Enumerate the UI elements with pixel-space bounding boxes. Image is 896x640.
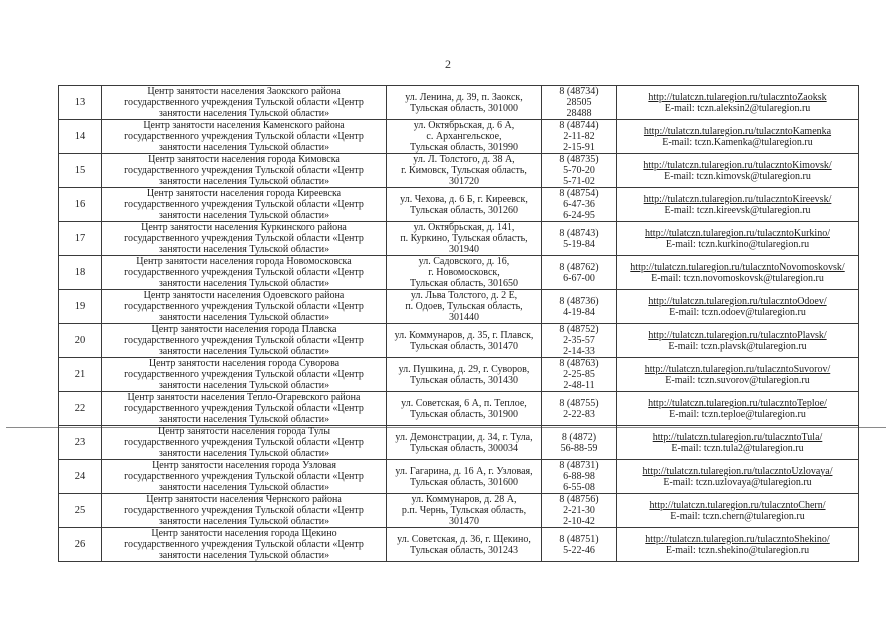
organization-name-line: государственного учреждения Тульской области «Центр xyxy=(124,539,364,550)
website-cell xyxy=(617,392,859,426)
website-cell xyxy=(617,324,859,358)
organization-name-line: Центр занятости населения города Тулы xyxy=(158,426,330,437)
table-row xyxy=(59,222,859,256)
row-number: 17 xyxy=(74,233,86,244)
organization-name-line: Центр занятости населения города Кимовска xyxy=(148,154,340,165)
phone-cell xyxy=(542,324,617,358)
organization-name-line: государственного учреждения Тульской области «Центр xyxy=(124,233,364,244)
website-cell xyxy=(617,188,859,222)
row-number: 18 xyxy=(74,267,86,278)
address-line: ул. Льва Толстого, д. 2 Е, xyxy=(410,290,518,301)
phone-line: 6-88-98 xyxy=(563,471,595,482)
row-number: 20 xyxy=(74,335,86,346)
phone-cell xyxy=(542,188,617,222)
address-line: 301470 xyxy=(449,516,479,527)
address-line: ул. Демонстрации, д. 34, г. Тула, xyxy=(395,431,533,443)
phone-line: 6-55-08 xyxy=(563,482,595,493)
email-line[interactable]: E-mail: tczn.teploe@tularegion.ru xyxy=(669,408,806,420)
address-cell xyxy=(387,222,542,256)
organization-name-line: Центр занятости населения Каменского района xyxy=(143,120,345,131)
row-number-cell xyxy=(59,290,102,324)
phone-line: 5-22-46 xyxy=(563,544,595,556)
phone-line: 2-10-42 xyxy=(563,516,595,527)
phone-line: 8 (48736) xyxy=(559,295,599,307)
row-number-cell xyxy=(59,120,102,154)
address-line: ул. Советская, 6 А, п. Теплое, xyxy=(401,397,527,409)
phone-cell xyxy=(542,358,617,392)
table-row xyxy=(59,120,859,154)
website-link[interactable]: http://tulatczn.tularegion.ru/tulaczntoKireevsk/ xyxy=(643,193,832,205)
website-link[interactable]: http://tulatczn.tularegion.ru/tulaczntoOdoev/ xyxy=(648,295,827,307)
website-cell xyxy=(617,86,859,120)
row-number: 19 xyxy=(74,301,86,312)
phone-line: 2-25-85 xyxy=(563,369,595,380)
organization-name-cell xyxy=(102,358,387,392)
organization-name-line: Центр занятости населения Чернского района xyxy=(146,494,342,505)
organization-name-line: Центр занятости населения Тепло-Огаревского района xyxy=(127,392,361,403)
address-cell xyxy=(387,494,542,528)
address-line: ул. Пушкина, д. 29, г. Суворов, xyxy=(398,363,530,375)
phone-line: 8 (48762) xyxy=(559,261,599,273)
organization-name-line: государственного учреждения Тульской области «Центр xyxy=(124,403,364,414)
organization-name-line: государственного учреждения Тульской области «Центр xyxy=(124,131,364,142)
organization-name-line: Центр занятости населения Куркинского района xyxy=(141,222,347,233)
table-row xyxy=(59,460,859,494)
phone-cell xyxy=(542,426,617,460)
website-cell xyxy=(617,528,859,562)
address-line: ул. Садовского, д. 16, xyxy=(418,256,510,267)
address-line: п. Куркино, Тульская область, xyxy=(400,233,528,244)
phone-line: 8 (48734) xyxy=(559,86,599,97)
website-link[interactable]: http://tulatczn.tularegion.ru/tulaczntoShekino/ xyxy=(645,533,830,545)
phone-line: 5-71-02 xyxy=(563,176,595,187)
row-number: 21 xyxy=(74,369,86,380)
row-number-cell xyxy=(59,392,102,426)
website-link[interactable]: http://tulatczn.tularegion.ru/tulaczntoKurkino/ xyxy=(645,227,830,239)
email-line[interactable]: E-mail: tczn.uzlovaya@tularegion.ru xyxy=(663,476,812,488)
phone-cell xyxy=(542,86,617,120)
organization-name-line: Центр занятости населения города Киреевска xyxy=(146,188,342,199)
website-cell xyxy=(617,120,859,154)
email-line[interactable]: E-mail: tczn.kimovsk@tularegion.ru xyxy=(664,170,811,182)
address-line: ул. Чехова, д. 6 Б, г. Киреевск, xyxy=(400,193,528,205)
website-link[interactable]: http://tulatczn.tularegion.ru/tulaczntoUzlovaya/ xyxy=(642,465,833,477)
phone-line: 56-88-59 xyxy=(560,442,598,454)
organization-name-line: занятости населения Тульской области» xyxy=(158,278,330,289)
organization-name-cell xyxy=(102,324,387,358)
phone-cell xyxy=(542,222,617,256)
row-number-cell xyxy=(59,154,102,188)
address-line: п. Одоев, Тульская область, xyxy=(405,301,523,312)
phone-line: 2-48-11 xyxy=(563,380,595,391)
website-link[interactable]: http://tulatczn.tularegion.ru/tulaczntoTula/ xyxy=(652,431,823,443)
phone-line: 8 (48751) xyxy=(559,533,599,545)
phone-line: 8 (48755) xyxy=(559,397,599,409)
email-line[interactable]: E-mail: tczn.odoev@tularegion.ru xyxy=(669,306,806,318)
website-link[interactable]: http://tulatczn.tularegion.ru/tulaczntoTeploe/ xyxy=(648,397,827,409)
phone-line: 8 (48731) xyxy=(559,460,599,471)
phone-line: 8 (48763) xyxy=(559,358,599,369)
phone-line: 28505 xyxy=(566,97,592,108)
phone-cell xyxy=(542,256,617,290)
organization-name-cell xyxy=(102,188,387,222)
address-cell xyxy=(387,324,542,358)
table-row xyxy=(59,358,859,392)
address-line: Тульская область, 301000 xyxy=(409,102,519,114)
table-row xyxy=(59,256,859,290)
address-cell xyxy=(387,154,542,188)
row-number: 24 xyxy=(74,471,86,482)
organization-name-line: Центр занятости населения города Новомосковска xyxy=(136,256,352,267)
address-line: с. Архангельское, xyxy=(426,131,502,142)
address-line: Тульская область, 301900 xyxy=(409,408,519,420)
row-number: 16 xyxy=(74,199,86,210)
address-cell xyxy=(387,358,542,392)
phone-cell xyxy=(542,290,617,324)
website-cell xyxy=(617,460,859,494)
organization-name-line: занятости населения Тульской области» xyxy=(158,414,330,425)
email-line[interactable]: E-mail: tczn.plavsk@tularegion.ru xyxy=(668,340,807,352)
phone-line: 8 (48756) xyxy=(559,494,599,505)
organization-name-line: занятости населения Тульской области» xyxy=(158,448,330,459)
address-line: Тульская область, 301650 xyxy=(409,278,519,289)
row-number-cell xyxy=(59,324,102,358)
table-row xyxy=(59,324,859,358)
organization-name-line: занятости населения Тульской области» xyxy=(158,482,330,493)
address-cell xyxy=(387,256,542,290)
address-line: Тульская область, 300034 xyxy=(409,442,519,454)
row-number-cell xyxy=(59,86,102,120)
phone-line: 28488 xyxy=(566,108,592,119)
organization-name-line: государственного учреждения Тульской области «Центр xyxy=(124,369,364,380)
table-row xyxy=(59,528,859,562)
row-number: 26 xyxy=(74,539,86,550)
phone-line: 8 (48743) xyxy=(559,227,599,239)
organization-name-line: государственного учреждения Тульской области «Центр xyxy=(124,335,364,346)
address-cell xyxy=(387,426,542,460)
website-cell xyxy=(617,154,859,188)
website-link[interactable]: http://tulatczn.tularegion.ru/tulaczntoPlavsk/ xyxy=(648,329,827,341)
table-row xyxy=(59,494,859,528)
row-number: 14 xyxy=(74,131,86,142)
website-link[interactable]: http://tulatczn.tularegion.ru/tulaczntoNovomoskovsk/ xyxy=(630,261,845,273)
address-line: ул. Коммунаров, д. 35, г. Плавск, xyxy=(394,329,534,341)
website-cell xyxy=(617,426,859,460)
organization-name-line: занятости населения Тульской области» xyxy=(158,210,330,221)
email-line[interactable]: E-mail: tczn.suvorov@tularegion.ru xyxy=(665,374,810,386)
organization-name-line: государственного учреждения Тульской области «Центр xyxy=(124,301,364,312)
phone-cell xyxy=(542,460,617,494)
organization-name-line: Центр занятости населения Заокского района xyxy=(147,86,341,97)
phone-line: 8 (4872) xyxy=(561,431,597,443)
organization-name-cell xyxy=(102,392,387,426)
organization-name-line: занятости населения Тульской области» xyxy=(158,244,330,255)
phone-cell xyxy=(542,120,617,154)
row-number: 23 xyxy=(74,437,86,448)
organization-name-cell xyxy=(102,528,387,562)
phone-line: 8 (48752) xyxy=(559,324,599,335)
row-number-cell xyxy=(59,222,102,256)
website-cell xyxy=(617,290,859,324)
row-number: 13 xyxy=(74,97,86,108)
table-row xyxy=(59,154,859,188)
email-line[interactable]: E-mail: tczn.tula2@tularegion.ru xyxy=(671,442,804,454)
address-line: Тульская область, 301990 xyxy=(409,142,519,153)
address-line: Тульская область, 301470 xyxy=(409,340,519,352)
table-row xyxy=(59,426,859,460)
address-line: 301440 xyxy=(449,312,479,323)
address-line: ул. Октябрьская, д. 141, xyxy=(413,222,515,233)
organization-name-line: занятости населения Тульской области» xyxy=(158,380,330,391)
organization-name-line: занятости населения Тульской области» xyxy=(158,550,330,561)
organization-name-line: занятости населения Тульской области» xyxy=(158,312,330,323)
organization-name-cell xyxy=(102,86,387,120)
row-number: 15 xyxy=(74,165,86,176)
organization-name-line: занятости населения Тульской области» xyxy=(158,516,330,527)
row-number-cell xyxy=(59,188,102,222)
row-number-cell xyxy=(59,256,102,290)
phone-line: 5-70-20 xyxy=(563,165,595,176)
organization-name-line: государственного учреждения Тульской области «Центр xyxy=(124,267,364,278)
table-row xyxy=(59,188,859,222)
address-cell xyxy=(387,392,542,426)
phone-line: 2-14-33 xyxy=(563,346,595,357)
organization-name-line: занятости населения Тульской области» xyxy=(158,346,330,357)
phone-line: 8 (48735) xyxy=(559,154,599,165)
row-number-cell xyxy=(59,528,102,562)
address-line: р.п. Чернь, Тульская область, xyxy=(401,505,527,516)
phone-line: 2-35-57 xyxy=(563,335,595,346)
organization-name-cell xyxy=(102,120,387,154)
organization-name-line: государственного учреждения Тульской области «Центр xyxy=(124,505,364,516)
organization-name-line: занятости населения Тульской области» xyxy=(158,108,330,119)
phone-line: 6-67-00 xyxy=(563,272,595,284)
row-number-cell xyxy=(59,426,102,460)
organization-name-line: государственного учреждения Тульской области «Центр xyxy=(124,165,364,176)
table-row xyxy=(59,86,859,120)
row-number-cell xyxy=(59,460,102,494)
address-line: ул. Коммунаров, д. 28 А, xyxy=(411,494,517,505)
organization-name-cell xyxy=(102,426,387,460)
email-line[interactable]: E-mail: tczn.chern@tularegion.ru xyxy=(670,510,805,522)
phone-line: 6-47-36 xyxy=(563,199,595,210)
address-line: г. Кимовск, Тульская область, xyxy=(401,165,527,176)
phone-cell xyxy=(542,494,617,528)
address-line: 301940 xyxy=(449,244,479,255)
organization-name-line: государственного учреждения Тульской области «Центр xyxy=(124,199,364,210)
employment-centers-table xyxy=(58,85,859,562)
organization-name-line: государственного учреждения Тульской области «Центр xyxy=(124,471,364,482)
phone-line: 2-15-91 xyxy=(563,142,595,153)
website-link[interactable]: http://tulatczn.tularegion.ru/tulaczntoKimovsk/ xyxy=(643,159,832,171)
organization-name-line: государственного учреждения Тульской области «Центр xyxy=(124,97,364,108)
organization-name-cell xyxy=(102,290,387,324)
organization-name-line: Центр занятости населения города Плавска xyxy=(151,324,337,335)
organization-name-cell xyxy=(102,222,387,256)
email-line[interactable]: E-mail: tczn.kurkino@tularegion.ru xyxy=(665,238,810,250)
address-cell xyxy=(387,290,542,324)
address-cell xyxy=(387,86,542,120)
phone-line: 2-22-83 xyxy=(563,408,595,420)
address-line: ул. Л. Толстого, д. 38 А, xyxy=(413,154,515,165)
organization-name-cell xyxy=(102,256,387,290)
row-number-cell xyxy=(59,494,102,528)
row-number: 25 xyxy=(74,505,86,516)
email-line[interactable]: E-mail: tczn.kireevsk@tularegion.ru xyxy=(664,204,811,216)
address-line: Тульская область, 301430 xyxy=(409,374,519,386)
organization-name-line: Центр занятости населения города Щекино xyxy=(151,528,337,539)
phone-line: 6-24-95 xyxy=(563,210,595,221)
address-line: Тульская область, 301600 xyxy=(409,476,519,488)
phone-line: 2-21-30 xyxy=(563,505,595,516)
organization-name-line: занятости населения Тульской области» xyxy=(158,176,330,187)
website-cell xyxy=(617,358,859,392)
address-cell xyxy=(387,188,542,222)
organization-name-cell xyxy=(102,154,387,188)
address-line: 301720 xyxy=(449,176,479,187)
address-line: ул. Советская, д. 36, г. Щекино, xyxy=(397,533,531,545)
address-cell xyxy=(387,460,542,494)
address-line: Тульская область, 301260 xyxy=(409,204,519,216)
table-row xyxy=(59,392,859,426)
website-cell xyxy=(617,256,859,290)
phone-line: 4-19-84 xyxy=(563,306,595,318)
phone-line: 8 (48744) xyxy=(559,120,599,131)
organization-name-line: Центр занятости населения Одоевского района xyxy=(143,290,345,301)
email-line[interactable]: E-mail: tczn.aleksin2@tularegion.ru xyxy=(664,102,811,114)
address-line: ул. Ленина, д. 39, п. Заокск, xyxy=(405,91,523,103)
organization-name-line: Центр занятости населения города Узловая xyxy=(152,460,336,471)
address-line: ул. Октябрьская, д. 6 А, xyxy=(413,120,515,131)
address-line: ул. Гагарина, д. 16 А, г. Узловая, xyxy=(395,465,533,477)
table-row xyxy=(59,290,859,324)
phone-line: 2-11-82 xyxy=(563,131,595,142)
website-link[interactable]: http://tulatczn.tularegion.ru/tulaczntoKamenka xyxy=(643,125,832,137)
website-link[interactable]: http://tulatczn.tularegion.ru/tulaczntoSuvorov/ xyxy=(644,363,831,375)
phone-cell xyxy=(542,154,617,188)
row-number: 22 xyxy=(74,403,86,414)
address-cell xyxy=(387,120,542,154)
row-number-cell xyxy=(59,358,102,392)
website-cell xyxy=(617,222,859,256)
organization-name-cell xyxy=(102,460,387,494)
address-line: Тульская область, 301243 xyxy=(409,544,519,556)
phone-line: 8 (48754) xyxy=(559,188,599,199)
page-number: 2 xyxy=(445,57,451,71)
phone-line: 5-19-84 xyxy=(563,238,595,250)
phone-cell xyxy=(542,528,617,562)
organization-name-line: занятости населения Тульской области» xyxy=(158,142,330,153)
website-link[interactable]: http://tulatczn.tularegion.ru/tulaczntoChern/ xyxy=(649,499,826,511)
organization-name-line: государственного учреждения Тульской области «Центр xyxy=(124,437,364,448)
email-line[interactable]: E-mail: tczn.novomoskovsk@tularegion.ru xyxy=(651,272,824,284)
organization-name-cell xyxy=(102,494,387,528)
website-link[interactable]: http://tulatczn.tularegion.ru/tulaczntoZaoksk xyxy=(648,91,827,103)
address-cell xyxy=(387,528,542,562)
email-line[interactable]: E-mail: tczn.Kamenka@tularegion.ru xyxy=(662,136,813,148)
organization-name-line: Центр занятости населения города Суворова xyxy=(148,358,340,369)
website-cell xyxy=(617,494,859,528)
address-line: г. Новомосковск, xyxy=(428,267,500,278)
email-line[interactable]: E-mail: tczn.shekino@tularegion.ru xyxy=(665,544,810,556)
phone-cell xyxy=(542,392,617,426)
